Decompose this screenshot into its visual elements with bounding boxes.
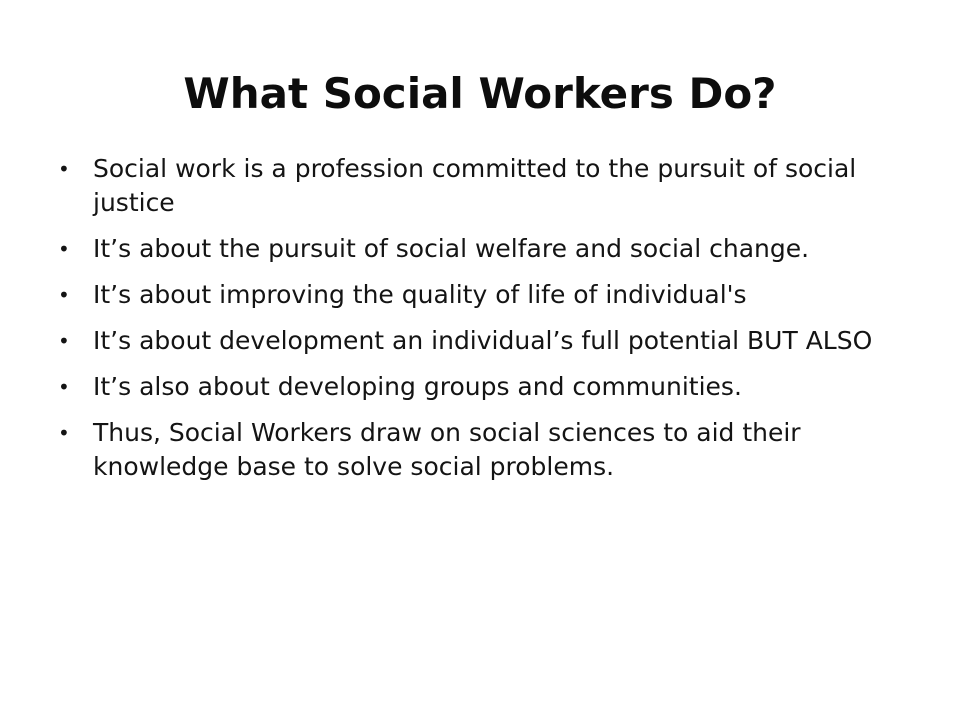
bullet-text: It’s about improving the quality of life of individual's [93, 280, 747, 309]
bullet-text: It’s about the pursuit of social welfare and social change. [93, 234, 810, 263]
bullet-dot-icon: • [58, 375, 70, 399]
bullet-list [58, 152, 898, 496]
bullet-item [58, 278, 898, 312]
bullet-text: Thus, Social Workers draw on social sciences to aid their knowledge base to solve social problems. [93, 418, 801, 481]
slide-title: What Social Workers Do? [183, 69, 777, 118]
bullet-dot-icon: • [58, 329, 70, 353]
bullet-text: It’s also about developing groups and communities. [93, 372, 742, 401]
bullet-item [58, 232, 898, 266]
bullet-dot-icon: • [58, 157, 70, 181]
bullet-dot-icon: • [58, 283, 70, 307]
bullet-text: Social work is a profession committed to the pursuit of social justice [93, 154, 857, 217]
bullet-dot-icon: • [58, 237, 70, 261]
bullet-item [58, 324, 898, 358]
bullet-item [58, 370, 898, 404]
bullet-item [58, 416, 898, 484]
bullet-dot-icon: • [58, 421, 70, 445]
bullet-text: It’s about development an individual’s full potential BUT ALSO [93, 326, 873, 355]
bullet-item [58, 152, 898, 220]
